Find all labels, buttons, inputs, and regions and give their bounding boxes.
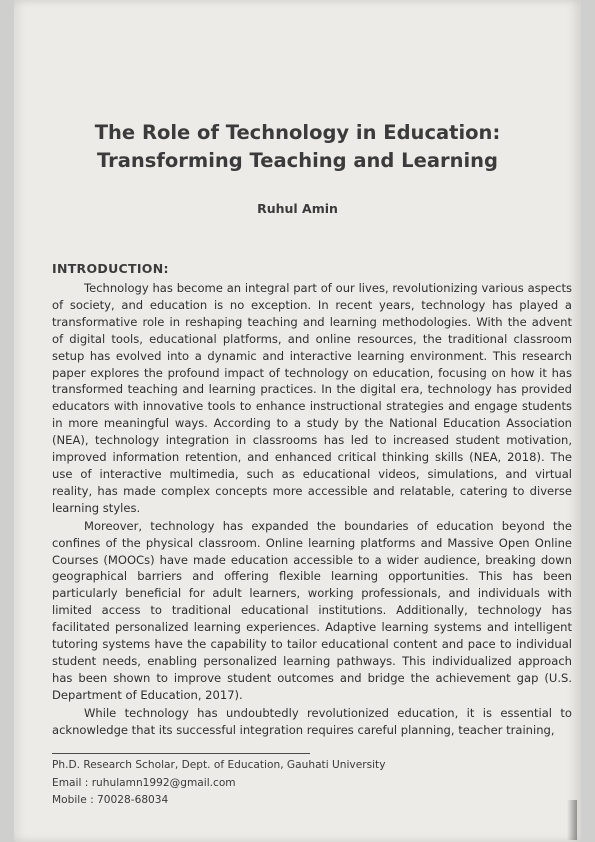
body-text — [52, 280, 572, 739]
paragraph-2: Moreover, technology has expanded the boundaries of education beyond the confines of the physical classroom. Online learning platforms and Massive Open Online Courses (MOOCs) have made education accessible to a wider audience, breaking down geographical barriers and offering flexible learning opportunities. This has been particularly beneficial for adult learners, working professionals, and individuals with limited access to traditional educational institutions. Additionally, technology has facilitated personalized learning experiences. Adaptive learning systems and intelligent tutoring systems have the capability to tailor educational content and pace to individual student needs, enabling personalized learning pathways. This individualized approach has been shown to improve student outcomes and bridge the achievement gap (U.S. Department of Education, 2017). — [52, 518, 572, 702]
footnote — [52, 757, 385, 810]
paragraph-3: While technology has undoubtedly revolutionized education, it is essential to acknowledge that its successful integration requires careful planning, teacher training, — [52, 705, 572, 737]
paper-page — [14, 0, 581, 842]
footnote-affiliation: Ph.D. Research Scholar, Dept. of Education, Gauhati University — [52, 759, 386, 771]
title-line-1: The Role of Technology in Education: — [94, 121, 501, 144]
author-name: Ruhul Amin — [257, 201, 338, 216]
paper-title — [54, 119, 541, 175]
paragraph-1: Technology has become an integral part of our lives, revolutionizing various aspects of society, and education is no exception. In recent years, technology has played a transformative role in reshaping teaching and learning methodologies. With the advent of digital tools, educational platforms, and online resources, the traditional classroom setup has evolved into a dynamic and interactive learning environment. This research paper explores the profound impact of technology on education, focusing on how it has transformed teaching and learning practices. In the digital era, technology has provided educators with innovative tools to enhance instructional strategies and engage students in more meaningful ways. According to a study by the National Education Association (NEA), technology integration in classrooms has led to increased student motivation, improved information retention, and enhanced critical thinking skills (NEA, 2018). The use of interactive multimedia, such as educational videos, simulations, and virtual reality, has made complex concepts more accessible and relatable, catering to diverse learning styles. — [52, 281, 572, 515]
title-line-2: Transforming Teaching and Learning — [96, 149, 499, 172]
footnote-mobile: Mobile : 70028-68034 — [52, 794, 169, 806]
page-edge-shadow — [567, 800, 577, 840]
footnote-divider — [52, 753, 310, 754]
section-heading: INTRODUCTION: — [52, 261, 169, 276]
footnote-email: Email : ruhulamn1992@gmail.com — [52, 776, 236, 789]
